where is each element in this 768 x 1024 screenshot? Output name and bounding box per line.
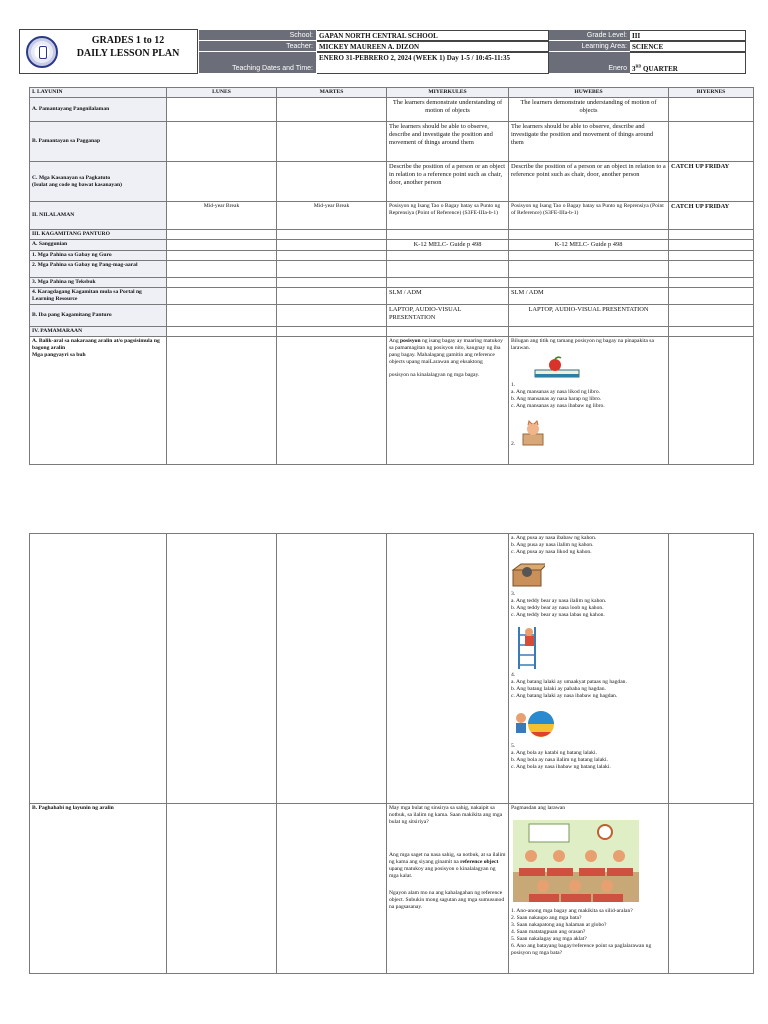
row-label: A. Pamantayang Pangnilalaman [30, 98, 167, 122]
col-header-huwebes: HUWEBES [509, 88, 669, 98]
student-head-shape [569, 880, 581, 892]
quarter-text: QUARTER [641, 65, 678, 73]
question-4: 4. Saan matatagpuan ang orasan? [511, 929, 586, 935]
quarter-value [630, 52, 746, 74]
desk-shape [547, 868, 573, 876]
choice-c: c. Ang teddy bear ay nasa labas ng kahon. [511, 612, 605, 618]
cell-empty [167, 162, 277, 202]
header-title-box [19, 29, 198, 74]
cell-wed [387, 337, 509, 465]
boy-head-shape [525, 628, 533, 636]
question-2-block [511, 420, 666, 448]
teacher-value: MICKEY MAUREEN A. DIZON [317, 41, 549, 52]
row-label: 1. Mga Pahina sa Gabay ng Guro [30, 251, 167, 261]
ball-stripe-shape [528, 711, 554, 724]
row-pamantayang-pangnilalaman [30, 98, 754, 122]
row-pamantayan-pagganap [30, 122, 754, 162]
question-6: 6. Ano ang batayang bagay/reference point sa paglalarawan ng posisyon ng mga bata? [511, 943, 652, 956]
dates-label: Teaching Dates and Time: [199, 52, 316, 74]
col-header-layunin: I. LAYUNIN [30, 88, 167, 98]
cell-tue: Mid-year Break [277, 202, 387, 230]
choice-b: b. Ang pusa ay nasa ilalim ng kahon. [511, 542, 594, 548]
cell-wed: K-12 MELC- Guide p 498 [387, 240, 509, 251]
student-head-shape [601, 880, 613, 892]
quarter-sup: RD [635, 63, 642, 69]
area-value: SCIENCE [630, 41, 746, 52]
cell-fri: CATCH UP FRIDAY [669, 202, 754, 230]
box-shape [523, 434, 543, 445]
student-head-shape [537, 880, 549, 892]
choice-c: c. Ang pusa ay nasa likod ng kahon. [511, 549, 592, 555]
cell-empty [277, 122, 387, 162]
text-bold: reference object [460, 859, 499, 865]
grade-label: Grade Level: [549, 30, 630, 41]
row-label [30, 337, 167, 465]
cell-wed: The learners demonstrate understanding of motion of objects [387, 98, 509, 122]
row-learning-resource [30, 288, 754, 305]
col-header-lunes: LUNES [167, 88, 277, 98]
choice-b: b. Ang bola ay nasa ilalim ng batang lalaki. [511, 757, 608, 763]
cell-wed: LAPTOP, AUDIO-VISUAL PRESENTATION [387, 305, 509, 327]
desk-shape [519, 868, 545, 876]
choice-a: a. Ang teddy bear ay nasa ilalim ng kahon. [511, 598, 607, 604]
question-number: 3. [511, 591, 516, 597]
choice-c: c. Ang bola ay nasa ibabaw ng batang lalaki. [511, 764, 611, 770]
header-row [30, 88, 754, 98]
row-label [30, 162, 167, 202]
row-kasanayan [30, 162, 754, 202]
boy-body-shape [516, 723, 526, 733]
question-number: 2. [511, 441, 516, 447]
question-1: 1. Ano-anong mga bagay ang makikita sa silid-aralan? [511, 908, 633, 914]
boy-with-ball-picture [511, 706, 555, 740]
desk-shape [561, 894, 591, 902]
col-header-martes: MARTES [277, 88, 387, 98]
school-value: GAPAN NORTH CENTRAL SCHOOL [317, 30, 549, 41]
teddy-shape [522, 567, 532, 577]
choice-a: a. Ang batang lalaki ay umaakyat pataas ng hagdan. [511, 679, 627, 685]
text-pre: Ang [389, 338, 401, 344]
cell-thu: LAPTOP, AUDIO-VISUAL PRESENTATION [509, 305, 669, 327]
lesson-plan-header [19, 29, 746, 74]
question-3: 3. Saan nakapatong ang halaman at globo? [511, 922, 607, 928]
cell-fri: CATCH UP FRIDAY [669, 162, 754, 202]
cell-empty [277, 98, 387, 122]
text-bold: posisyon [400, 338, 421, 344]
cell-thu [509, 804, 669, 974]
cell-wed: The learners should be able to observe, describe and investigate the position and movement of things around them [387, 122, 509, 162]
col-header-biyernes: BIYERNES [669, 88, 754, 98]
row-teksbuk [30, 278, 754, 288]
text-post: ng isang bagay ay maaring matukoy sa pamamagitan ng posisyon nito, kaugnay ng iba pang bagay. Mahalagang gamitin ang reference objects upang maiLarawan ang eksaktong [389, 338, 503, 365]
boy-body-shape [525, 636, 534, 646]
cell-empty [277, 162, 387, 202]
title-line-1: GRADES 1 to 12 [91, 35, 165, 46]
choice-b: b. Ang teddy bear ay nasa loob ng kahon. [511, 605, 604, 611]
cell-empty [669, 98, 754, 122]
lesson-plan-table [29, 87, 754, 465]
paghahabi-wed-text-2 [389, 852, 506, 880]
row-label: B. Pamantayan sa Pagganap [30, 122, 167, 162]
cell-wed: Describe the position of a person or an object in relation to a reference point such as chair, door, another person [387, 162, 509, 202]
row-gabay-mag-aaral [30, 261, 754, 278]
row-nilalaman [30, 202, 754, 230]
paghahabi-wed-text-1: May mga bulat ng sinsirya sa sahig, nakaipit sa notbuk, sa ilalim ng kama. Saan makikita ang mga bulat ng sitsiriya? [389, 805, 503, 825]
balik-thu-intro: Bilugan ang titik ng tamang posisyon ng bagay na pinapakita sa larawan. [511, 338, 654, 351]
desk-shape [579, 868, 605, 876]
row-label-line1: C. Mga Kasanayan sa Pagkatuto [32, 174, 111, 181]
student-head-shape [613, 850, 625, 862]
choice-c: c. Ang batang lalaki ay nasa ibabaw ng hagdan. [511, 693, 618, 699]
student-head-shape [553, 850, 565, 862]
cell-thu: SLM / ADM [509, 288, 669, 305]
row-label: 3. Mga Pahina ng Teksbuk [30, 278, 167, 288]
book-cover-shape [535, 374, 579, 377]
apple-on-book-picture [525, 355, 589, 379]
boy-on-ladder-picture [511, 625, 545, 669]
cell-wed: SLM / ADM [387, 288, 509, 305]
school-label: School: [199, 30, 316, 41]
deped-seal-icon [26, 36, 58, 68]
question-2: 2. Saan nakaupo ang mga bata? [511, 915, 582, 921]
row-label-line2: (Isulat ang code ng bawat kasanayan) [32, 181, 122, 188]
cell-thu: Posisyon ng Isang Tao o Bagay batay sa Punto ng Reprensiya (Point of Reference) (S3FE-IIIa-b-1) [509, 202, 669, 230]
teddy-in-box-picture [511, 562, 545, 588]
question-5: 5. Saan nakalagay ang mga aklat? [511, 936, 587, 942]
row-label: A. Sanggunian [30, 240, 167, 251]
row-balik-aral-continued [30, 534, 754, 804]
quarter-label: Enero [549, 52, 630, 74]
apple-leaf-shape [555, 357, 561, 359]
cell-thu: Describe the position of a person or an object in relation to a reference point such as chair, door, another person [509, 162, 669, 202]
teacher-label: Teacher: [199, 41, 316, 52]
student-head-shape [585, 850, 597, 862]
question-number: 5. [511, 743, 516, 749]
question-number: 1. [511, 382, 516, 388]
paghahabi-thu-intro: Pagmasdan ang larawan [511, 805, 566, 811]
row-balik-aral [30, 337, 754, 465]
row-label-line1: A. Balik-aral sa nakaraang aralin at/o pagsisimula ng bagong aralin [32, 338, 160, 351]
row-label: III. KAGAMITANG PANTURO [30, 230, 167, 240]
choice-c: c. Ang mansanas ay nasa ibabaw ng libro. [511, 403, 605, 409]
ball-stripe-shape-2 [531, 732, 551, 737]
choice-a: a. Ang pusa ay nasa ibabaw ng kahon. [511, 535, 597, 541]
row-label: B. Iba pang Kagamitang Panturo [30, 305, 167, 327]
row-sanggunian [30, 240, 754, 251]
header-title [60, 34, 196, 60]
cell-thu [509, 337, 669, 465]
cell-empty [669, 122, 754, 162]
cell-empty [167, 98, 277, 122]
row-label: II. NILALAMAN [30, 202, 167, 230]
row-label: IV. PAMAMARAAN [30, 327, 167, 337]
clock-shape [598, 825, 612, 839]
desk-shape [529, 894, 559, 902]
classroom-picture [513, 820, 639, 902]
board-shape [529, 824, 569, 842]
row-label: 2. Mga Pahina sa Gabay ng Pang-mag-aaral [30, 261, 167, 278]
dates-value: ENERO 31-PEBRERO 2, 2024 (WEEK 1) Day 1-5 / 10:45-11:35 [317, 52, 549, 74]
balik-wed-text-2: posisyon na kinalalagyan ng mga bagay. [389, 372, 480, 378]
row-kagamitang-panturo [30, 230, 754, 240]
lesson-plan-table-continued [29, 533, 754, 974]
row-gabay-guro [30, 251, 754, 261]
grade-value: III [630, 30, 746, 41]
row-label: B. Paghahabi ng layunin ng aralin [30, 804, 167, 974]
cell-thu: The learners demonstrate understanding of motion of objects [509, 98, 669, 122]
choice-b: b. Ang batang lalaki ay pababa ng hagdan. [511, 686, 606, 692]
quarter-num: 3 [632, 65, 636, 73]
desk-shape [593, 894, 623, 902]
text-post: upang matukoy ang posisyon o kinalalagyan ng mga kalat. [389, 866, 496, 879]
row-label: 4. Karagdagang Kagamitan mula sa Portal ng Learning Resource [30, 288, 167, 305]
choice-b: b. Ang mansanas ay nasa harap ng libro. [511, 396, 602, 402]
cell-thu: K-12 MELC- Guide p 498 [509, 240, 669, 251]
boy-head-shape [516, 713, 526, 723]
desk-shape [607, 868, 633, 876]
row-label-line2: Mga pangyayri sa buh [32, 352, 86, 358]
row-paghahabi [30, 804, 754, 974]
choice-a: a. Ang bola ay katabi ng batang lalaki. [511, 750, 597, 756]
question-number: 4. [511, 672, 516, 678]
cell-wed: Posisyon ng Isang Tao o Bagay batay sa Punto ng Reprensiya (Point of Reference) (S3FE-IIIa-b-1) [387, 202, 509, 230]
cell-thu [509, 534, 669, 804]
cell-thu: The learners should be able to observe, describe and investigate the position and movement of things around them [509, 122, 669, 162]
student-head-shape [525, 850, 537, 862]
paghahabi-wed-text-3: Ngayon alam mo na ang kahalagahan ng reference object. Subukin mong sagutan ang mga sumusunod na pagsasanay. [389, 890, 505, 910]
cell-wed [387, 804, 509, 974]
col-header-miyerkules: MIYERKULES [387, 88, 509, 98]
cat-on-box-picture [521, 420, 545, 446]
text-pre: Ang mga saget na nasa sahig, sa notbuk, at sa ilalim ng kama ang siyang ginamit na [389, 852, 506, 865]
row-iba-pang-kagamitan [30, 305, 754, 327]
row-pamamaraan [30, 327, 754, 337]
balik-wed-text [389, 338, 506, 366]
area-label: Learning Area: [549, 41, 630, 52]
cell-empty [167, 122, 277, 162]
choice-a: a. Ang mansanas ay nasa likod ng libro. [511, 389, 601, 395]
title-line-2: DAILY LESSON PLAN [76, 48, 180, 59]
apple-shape [549, 359, 561, 371]
cell-mon: Mid-year Break [167, 202, 277, 230]
